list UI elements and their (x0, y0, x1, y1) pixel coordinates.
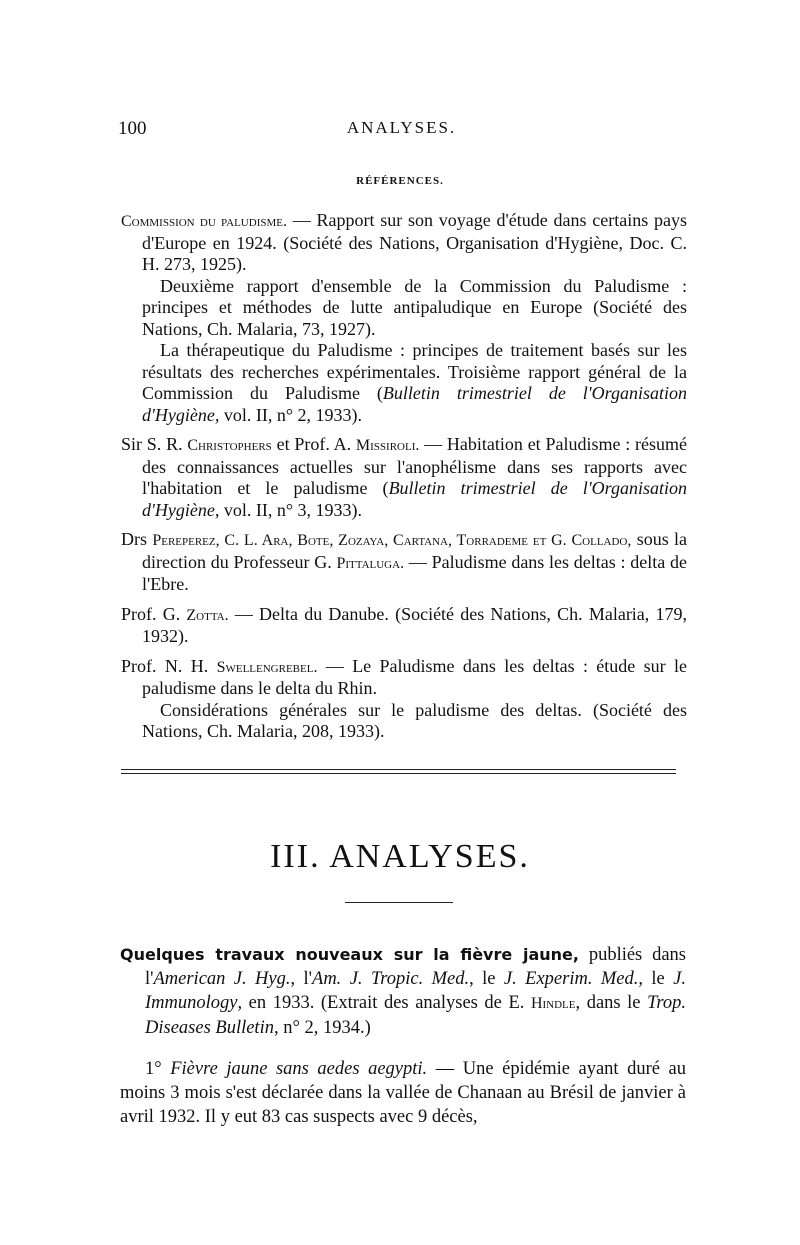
analysis-text: , dans le (575, 993, 648, 1013)
journal-title: American J. Hyg. (153, 969, 291, 989)
section-divider (121, 773, 676, 774)
analysis-text: , l' (290, 969, 313, 989)
analysis-text: , le (638, 969, 674, 989)
reference-entry (121, 434, 687, 521)
journal-title: Am. J. Tropic. Med. (312, 969, 470, 989)
reference-entry (121, 604, 687, 648)
reference-entry (121, 656, 687, 743)
paragraph-heading: Fièvre jaune sans aedes aegypti. (170, 1059, 428, 1079)
reference-author: Swellengrebel. (216, 658, 318, 676)
paragraph-text: — Une épidémie ayant duré au moins 3 mois s'est déclarée dans la vallée de Chanaan au Brésil de janvier à avril 1932. Il y eut 83 cas suspects avec 9 décès, (120, 1059, 686, 1127)
reference-text: — Le Paludisme dans les deltas : étude sur le paludisme dans le delta du Rhin. (142, 655, 687, 698)
analysis-text: , en 1933. (Extrait des analyses de E. (237, 993, 531, 1013)
analysis-block (120, 943, 686, 1129)
reference-prefix: Sir S. R. (121, 434, 188, 454)
analyst-name: Hindle (530, 995, 576, 1012)
analysis-title: Quelques travaux nouveaux sur la fièvre jaune, (120, 945, 579, 964)
reference-text: — Delta du Danube. (Société des Nations, Ch. Malaria, 179, 1932). (142, 603, 687, 646)
section-divider (121, 769, 676, 770)
reference-subentry: Considérations générales sur le paludisme des deltas. (Société des Nations, Ch. Malaria, 208, 1933). (142, 699, 687, 741)
reference-subentry (142, 340, 687, 426)
page-number: 100 (118, 118, 147, 139)
reference-entry (121, 529, 687, 596)
reference-prefix: Prof. N. H. (121, 655, 217, 676)
analysis-text: , n° 2, 1934.) (273, 1018, 371, 1038)
reference-authors: Pereperez, C. L. Ara, Bote, Zozaya, Cartana, Torrademe et G. Collado, (152, 532, 632, 549)
analysis-text: publiés dans l' (145, 945, 686, 989)
references-list (121, 210, 687, 751)
reference-subentry-end: vol. II, n° 2, 1933). (219, 404, 363, 425)
journal-title: Bulletin trimestriel de l'Organisation d'Hygiène, (142, 383, 687, 425)
analysis-heading (120, 943, 686, 1040)
reference-text: — Habitation et Paludisme : résumé des connaissances actuelles sur l'anophélisme dans ses rapports avec l'habitation et le paludisme ( (142, 434, 687, 498)
journal-title: J. Immunology (145, 969, 686, 1013)
journal-title: Trop. Diseases Bulletin (145, 993, 686, 1038)
reference-author: Missiroli. (355, 437, 420, 454)
reference-author: Pittaluga. (336, 554, 405, 572)
reference-author: Commission du paludisme. (121, 213, 287, 230)
journal-title: Bulletin trimestriel de l'Organisation d'Hygiène, (142, 478, 688, 520)
section-title: III. ANALYSES. (270, 838, 530, 875)
reference-author: Zotta. (186, 606, 229, 624)
reference-end: vol. II, n° 3, 1933). (219, 499, 363, 520)
analysis-text: , le (469, 969, 504, 989)
reference-mid: et Prof. A. (271, 434, 356, 454)
reference-text: sous la direction du Professeur G. (142, 529, 688, 572)
reference-entry (121, 210, 687, 426)
analysis-paragraph (120, 1057, 686, 1129)
reference-subentry: Deuxième rapport d'ensemble de la Commission du Paludisme : principes et méthodes de lutte antipaludique en Europe (Société des Nations, Ch. Malaria, 73, 1927). (142, 275, 687, 339)
reference-author: Christophers (187, 437, 272, 454)
running-title: ANALYSES. (346, 118, 457, 137)
journal-title: J. Experim. Med. (503, 969, 639, 989)
paragraph-number: 1° (145, 1059, 171, 1079)
references-title: RÉFÉRENCES. (356, 175, 444, 187)
title-underline (345, 902, 453, 903)
page-header (118, 118, 685, 142)
reference-text: — Rapport sur son voyage d'étude dans certains pays d'Europe en 1924. (Société des Nations, Organisation d'Hygiène, Doc. C. H. 273, 1925). (142, 210, 687, 274)
reference-subentry-text: La thérapeutique du Paludisme : principes de traitement basés sur les résultats des recherches expérimentales. Troisième rapport général de la Commission du Paludisme ( (142, 340, 687, 403)
reference-prefix: Drs (121, 529, 153, 549)
reference-prefix: Prof. G. (121, 603, 187, 624)
reference-end: — Paludisme dans les deltas : delta de l'Ebre. (142, 551, 687, 594)
